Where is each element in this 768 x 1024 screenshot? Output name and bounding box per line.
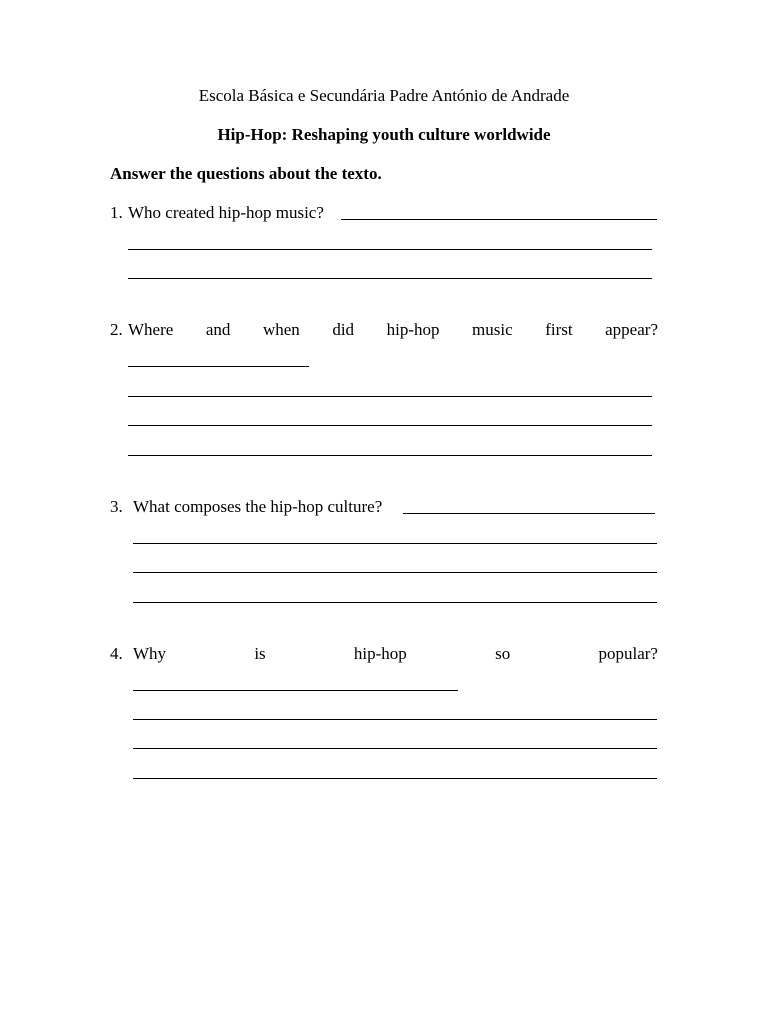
- question-word: did: [332, 320, 355, 339]
- question-word: when: [262, 320, 300, 339]
- answer-line[interactable]: [133, 572, 657, 573]
- answer-line[interactable]: [133, 543, 657, 544]
- answer-line[interactable]: [128, 455, 652, 456]
- answer-line[interactable]: [128, 278, 652, 279]
- question-number: 2.: [110, 320, 123, 339]
- worksheet-title: Hip-Hop: Reshaping youth culture worldwide: [217, 125, 551, 144]
- question-word: Where: [128, 320, 174, 339]
- answer-line[interactable]: [133, 748, 657, 749]
- question-word: popular?: [598, 644, 658, 663]
- instructions: Answer the questions about the texto.: [110, 164, 382, 183]
- question-text: What composes the hip-hop culture?: [133, 497, 383, 516]
- question-text: [128, 320, 658, 340]
- question-word: hip-hop: [386, 320, 440, 339]
- answer-line[interactable]: [133, 778, 657, 779]
- question-number: 3.: [110, 497, 123, 516]
- answer-line[interactable]: [128, 249, 652, 250]
- question-word: music: [472, 320, 513, 339]
- question-word: Why: [133, 644, 167, 663]
- question-text: [133, 644, 658, 664]
- question-text: Who created hip-hop music?: [128, 203, 324, 222]
- question-word: and: [205, 320, 231, 339]
- question-word: hip-hop: [353, 644, 407, 663]
- question-word: appear?: [605, 320, 658, 339]
- answer-line[interactable]: [128, 366, 309, 367]
- question-word: so: [495, 644, 511, 663]
- question-word: first: [545, 320, 573, 339]
- question-number: 4.: [110, 644, 123, 663]
- answer-line[interactable]: [128, 396, 652, 397]
- question-word: is: [254, 644, 266, 663]
- answer-line[interactable]: [133, 719, 657, 720]
- answer-line[interactable]: [128, 425, 652, 426]
- answer-line[interactable]: [133, 602, 657, 603]
- answer-line[interactable]: [341, 219, 657, 220]
- question-number: 1.: [110, 203, 123, 222]
- answer-line[interactable]: [403, 513, 655, 514]
- school-name: Escola Básica e Secundária Padre António de Andrade: [198, 86, 570, 105]
- answer-line[interactable]: [133, 690, 458, 691]
